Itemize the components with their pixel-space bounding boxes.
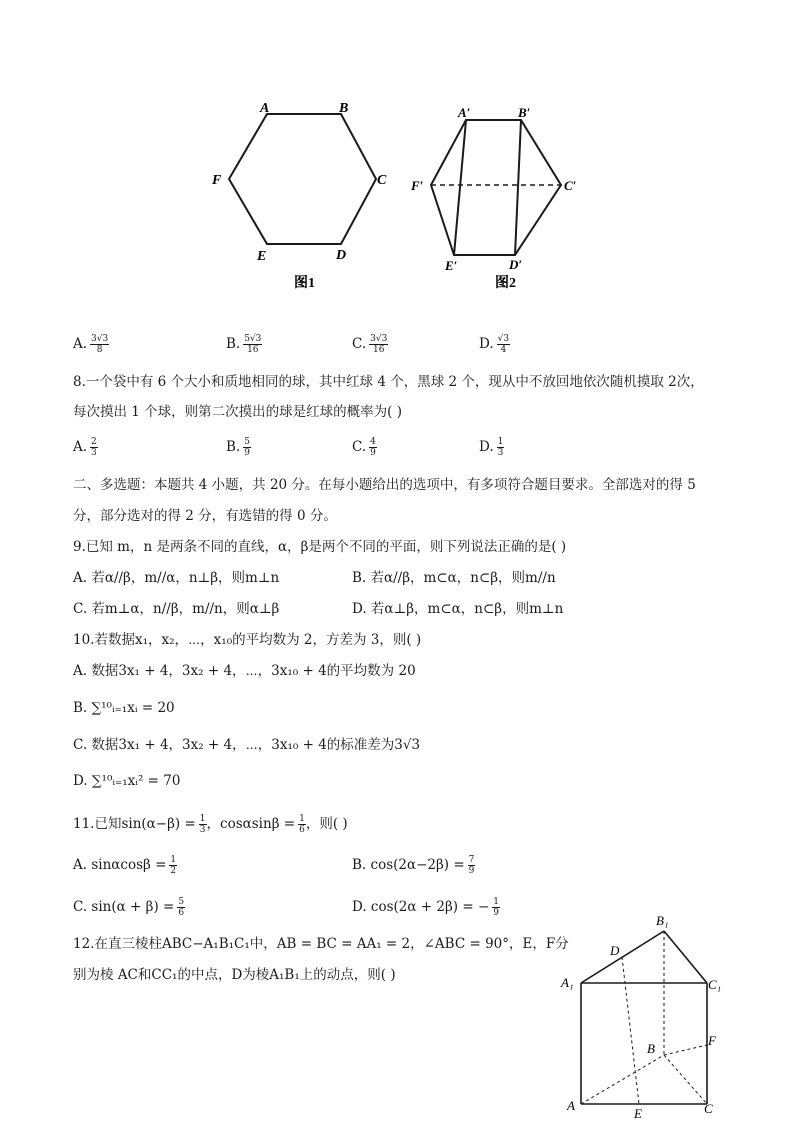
- q11-stem: 11.已知sin(α−β) = $\frac{1}{3}$ ，cosαsinβ = $\frac{1}{6}$ ，则( ): [73, 814, 348, 835]
- label-F-prime: F′: [411, 178, 424, 193]
- q7-option-b: B. $\frac{5√3}{16}$: [226, 334, 262, 355]
- hexagon-abcdef: [229, 114, 376, 244]
- q8-stem-line-1: 8.一个袋中有 6 个大小和质地相同的球，其中红球 4 个，黑球 2 个，现从中不放回地依次随机摸取 2次，: [73, 374, 704, 390]
- label-A: A: [567, 1098, 575, 1113]
- q10-stem: 10.若数据x₁，x₂，⋯，x₁₀的平均数为 2，方差为 3，则( ): [73, 632, 422, 648]
- label-D-prime: D′: [509, 257, 523, 272]
- q8-option-a: A. $\frac{2}{3}$: [73, 437, 97, 458]
- figure-1-hexagon: [200, 95, 400, 295]
- label-D: D: [610, 943, 620, 958]
- q11-option-d: D. cos(2α + 2β) = − $\frac{1}{9}$: [352, 897, 500, 918]
- q12-stem-line-1: 12.在直三棱柱ABC−A₁B₁C₁中，AB = BC = AA₁ = 2，∠ABC = 90°，E，F分: [73, 936, 569, 952]
- label-E-prime: E′: [445, 258, 458, 273]
- label-B1: B₁: [656, 913, 669, 928]
- dashed-B-C: [664, 1055, 707, 1104]
- q7-option-a: A. $\frac{3√3}{8}$: [73, 334, 109, 355]
- figure-1-caption: 图1: [294, 276, 315, 291]
- q9-option-c: C. 若m⊥α，n//β，m//n，则α⊥β: [73, 601, 280, 617]
- q10-option-d: D. ∑¹⁰ᵢ₌₁xᵢ² = 70: [73, 773, 181, 789]
- q11-option-a: A. sinαcosβ = $\frac{1}{2}$: [73, 855, 177, 876]
- q11-option-b: B. cos(2α−2β) = $\frac{7}{9}$: [352, 855, 475, 876]
- label-F: F: [708, 1033, 716, 1048]
- figure-2-folded-hexagon: [405, 95, 595, 295]
- label-F: F: [212, 173, 222, 188]
- q9-option-d: D. 若α⊥β，m⊂α，n⊂β，则m⊥n: [352, 601, 564, 617]
- label-A-prime: A′: [458, 105, 471, 120]
- figure-right-prism: [555, 905, 730, 1120]
- dashed-A-B: [581, 1055, 664, 1104]
- section-2-heading-line-1: 二、多选题：本题共 4 小题，共 20 分。在每小题给出的选项中，有多项符合题目要求。全部选对的得 5: [73, 477, 696, 493]
- q7-option-c: C. $\frac{3√3}{16}$: [352, 334, 388, 355]
- edge-B1-C1: [664, 931, 707, 983]
- q10-option-c: C. 数据3x₁ + 4，3x₂ + 4，⋯，3x₁₀ + 4的标准差为3√3: [73, 737, 421, 753]
- label-A: A: [260, 101, 270, 116]
- label-C-prime: C′: [564, 178, 577, 193]
- label-E: E: [634, 1106, 642, 1120]
- q11-option-c: C. sin(α + β) = $\frac{5}{6}$: [73, 897, 185, 918]
- label-C: C: [704, 1101, 713, 1116]
- label-D: D: [336, 248, 347, 263]
- q8-option-d: D. $\frac{1}{3}$: [479, 437, 504, 458]
- q7-option-d: D. $\frac{√3}{4}$: [479, 334, 510, 355]
- q8-option-c: C. $\frac{4}{9}$: [352, 437, 376, 458]
- label-A1: A₁: [561, 975, 574, 990]
- dashed-B-F: [664, 1045, 707, 1055]
- q12-stem-line-2: 别为棱 AC和CC₁的中点，D为棱A₁B₁上的动点，则( ): [73, 967, 396, 983]
- q9-option-b: B. 若α//β，m⊂α，n⊂β，则m//n: [352, 570, 556, 586]
- q10-option-a: A. 数据3x₁ + 4，3x₂ + 4，⋯，3x₁₀ + 4的平均数为 20: [73, 663, 416, 679]
- q8-stem-line-2: 每次摸出 1 个球，则第二次摸出的球是红球的概率为( ): [73, 404, 402, 420]
- q9-option-a: A. 若α//β，m//α，n⊥β，则m⊥n: [73, 570, 280, 586]
- section-2-heading-line-2: 分，部分选对的得 2 分，有选错的得 0 分。: [73, 508, 337, 524]
- dashed-D-E: [622, 957, 639, 1104]
- q9-stem: 9.已知 m，n 是两条不同的直线，α，β是两个不同的平面，则下列说法正确的是( ): [73, 539, 567, 555]
- edge-B-D: [515, 120, 521, 255]
- q10-option-b: B. ∑¹⁰ᵢ₌₁xᵢ = 20: [73, 700, 175, 716]
- label-C1: C₁: [708, 977, 722, 992]
- folded-outline: [431, 120, 561, 255]
- label-B-prime: B′: [518, 105, 531, 120]
- label-B: B: [647, 1041, 655, 1056]
- label-E: E: [257, 249, 267, 264]
- label-B: B: [339, 101, 349, 116]
- figure-2-caption: 图2: [495, 276, 516, 291]
- label-C: C: [377, 173, 387, 188]
- q8-option-b: B. $\frac{5}{9}$: [226, 437, 250, 458]
